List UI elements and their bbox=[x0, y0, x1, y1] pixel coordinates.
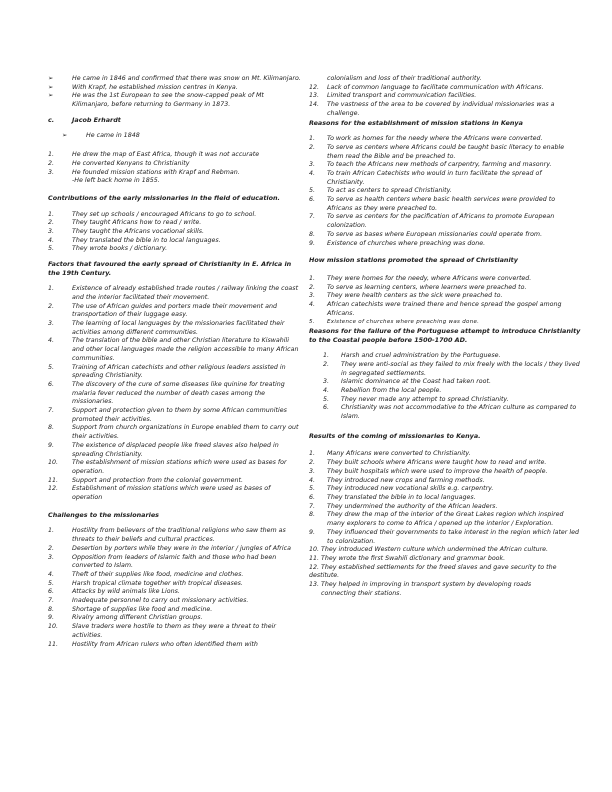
list-item-text: Slave traders were hostile to them as they were a threat to their activities. bbox=[72, 623, 276, 639]
list-item bbox=[309, 101, 581, 118]
list-marker: 2. bbox=[323, 360, 330, 368]
list-item-text: Christianity was not accommodative to the African culture as compared to Islam. bbox=[341, 404, 577, 421]
list-item-text: They undermined the authority of the African leaders. bbox=[327, 502, 498, 510]
list-item-text: They translated the bible in to local languages. bbox=[72, 236, 221, 244]
list-item-text: He founded mission stations with Krapf and Rebman. bbox=[72, 168, 240, 176]
list-item-text: They introduced new crops and farming methods. bbox=[327, 476, 485, 484]
list-marker: 2. bbox=[48, 544, 55, 552]
list-item-text: -He left back home in 1855. bbox=[72, 177, 160, 185]
list-item-text: 11. They wrote the first Swahili dictionary and grammar book. bbox=[309, 554, 506, 562]
list-item-text: They drew the map of the interior of the Great Lakes region which inspired many explorers to come to Africa / opened up the interior / Exploration. bbox=[327, 511, 564, 528]
list-item bbox=[309, 494, 581, 503]
list-item bbox=[48, 228, 302, 237]
list-marker: 1. bbox=[309, 450, 316, 458]
list bbox=[48, 132, 302, 141]
list-item-text: Opposition from leaders of Islamic faith and those who had been converted to Islam. bbox=[72, 553, 277, 570]
list-item bbox=[48, 424, 302, 441]
list-marker: 9. bbox=[48, 614, 55, 622]
list-item-text: The learning of local languages by the missionaries facilitated their activities among different communities. bbox=[72, 320, 285, 336]
list-marker: 1. bbox=[309, 135, 316, 143]
list-marker: ➢ bbox=[48, 75, 54, 82]
list-marker: 2. bbox=[309, 459, 316, 467]
list-item-text: To serve as health centers where basic health services were provided to Africans as they were preached to. bbox=[327, 196, 556, 212]
list-item bbox=[323, 361, 581, 378]
right-column bbox=[309, 75, 581, 598]
list-marker: 5. bbox=[48, 579, 55, 587]
list-item-text: Support from church organizations in Europe enabled them to carry out their activities. bbox=[72, 424, 299, 441]
list-item bbox=[48, 641, 302, 650]
list-item bbox=[309, 529, 581, 546]
list-marker: 5. bbox=[48, 363, 55, 371]
list-item-text: Islamic dominance at the Coast had taken root. bbox=[341, 378, 491, 386]
list-marker: 9. bbox=[309, 239, 316, 247]
list-item bbox=[309, 468, 581, 477]
list-item bbox=[309, 144, 581, 161]
left-column bbox=[48, 75, 302, 649]
list-item bbox=[309, 135, 581, 144]
section-heading: Reasons for the failure of the Portuguese attempt to introduce Christianity to the Coastal people before 1500-1700 AD. bbox=[309, 327, 581, 344]
section-heading bbox=[48, 116, 302, 125]
section-heading: Results of the coming of missionaries to Kenya. bbox=[309, 431, 481, 440]
list-marker: 4. bbox=[309, 169, 316, 177]
list-item bbox=[323, 387, 581, 396]
list-item bbox=[48, 588, 302, 597]
list-marker: 4. bbox=[309, 476, 316, 484]
list-item bbox=[309, 213, 581, 230]
list-marker: 3. bbox=[48, 168, 55, 176]
list-item-text: To teach the Africans new methods of carpentry, farming and masonry. bbox=[327, 161, 552, 169]
list-item-text: Desertion by porters while they were in the interior / jungles of Africa bbox=[72, 544, 291, 552]
list-marker: 3. bbox=[309, 161, 316, 169]
list-item-text: The existence of displaced people like freed slaves also helped in spreading Christianity. bbox=[72, 441, 279, 458]
list-item-text: He came in 1846 and confirmed that there was snow on Mt. Kilimanjaro. bbox=[72, 75, 301, 82]
list-item bbox=[48, 442, 302, 459]
list-item-text: They taught the Africans vocational skills. bbox=[72, 227, 205, 235]
list-marker bbox=[309, 75, 327, 84]
heading-marker: c. bbox=[48, 115, 55, 124]
list-item-text: They were health centers as the sick were preached to. bbox=[327, 292, 503, 300]
list-item-text: Many Africans were converted to Christianity. bbox=[327, 450, 471, 458]
list-marker: 2. bbox=[309, 283, 316, 291]
list bbox=[309, 75, 581, 119]
list-item bbox=[309, 187, 581, 196]
list-item-text: They set up schools / encouraged Africans to go to school. bbox=[72, 210, 257, 218]
list bbox=[309, 135, 581, 248]
list-item bbox=[48, 407, 302, 424]
list-item-text: Existence of churches where preaching was done. bbox=[327, 319, 480, 326]
list-marker: 3. bbox=[323, 378, 330, 386]
list-marker: 7. bbox=[309, 213, 316, 221]
list-marker: 1. bbox=[48, 285, 55, 293]
list-item-text: They were homes for the needy, where Africans were converted. bbox=[327, 274, 532, 282]
list-marker: 9. bbox=[48, 441, 55, 449]
list-item bbox=[309, 292, 581, 301]
list-item-text: Inadequate personnel to carry out missionary activities. bbox=[72, 597, 249, 605]
list-item-text: They built schools where Africans were taught how to read and write. bbox=[327, 459, 547, 467]
list-item bbox=[309, 450, 581, 459]
list-marker: 4. bbox=[323, 387, 330, 395]
list-item bbox=[48, 219, 302, 228]
list-item-text: Hostility from believers of the traditional religions who saw them as threats to their beliefs and cultural practices. bbox=[72, 527, 286, 544]
list-item-text: Rivalry among different Christian groups. bbox=[72, 614, 203, 622]
list-marker: 2. bbox=[48, 159, 55, 167]
section-heading: Factors that favoured the early spread of Christianity in E. Africa in the 19th Century. bbox=[48, 260, 292, 277]
list-marker: ➢ bbox=[62, 132, 68, 140]
list-item bbox=[323, 378, 581, 387]
list-marker: 11. bbox=[48, 640, 59, 648]
list-marker: 5. bbox=[309, 485, 316, 493]
list-item-text: Lack of common language to facilitate communication with Africans. bbox=[327, 83, 544, 91]
list bbox=[48, 75, 302, 110]
list-item bbox=[48, 381, 302, 407]
list-marker: 1. bbox=[48, 527, 55, 535]
list-marker: 4. bbox=[48, 337, 55, 345]
list-marker: 4. bbox=[48, 570, 55, 578]
list-marker: 5. bbox=[309, 319, 315, 326]
list-item-text: Existence of already established trade routes / railway linking the coast and the interior facilitated their movement. bbox=[72, 285, 299, 301]
list-item-text: 10. They introduced Western culture which undermined the African culture. bbox=[309, 546, 549, 554]
list-item-text: To train African Catechists who would in turn facilitate the spread of Christianity. bbox=[327, 169, 542, 186]
list-item bbox=[309, 231, 581, 240]
list-marker: 3. bbox=[48, 553, 55, 561]
list-item bbox=[309, 275, 581, 284]
list-marker: 3. bbox=[48, 320, 55, 328]
list-marker: 1. bbox=[323, 352, 330, 360]
list-item bbox=[309, 318, 581, 327]
list-item bbox=[48, 554, 302, 571]
list-marker: 6. bbox=[48, 380, 55, 388]
list-item-text: The use of African guides and porters made their movement and transportation of their luggage easy. bbox=[72, 302, 277, 319]
list-item bbox=[48, 303, 302, 320]
list-item bbox=[48, 597, 302, 606]
list-item-text: colonialism and loss of their traditional authority. bbox=[327, 75, 482, 82]
list-item bbox=[309, 161, 581, 170]
list-item bbox=[48, 623, 302, 640]
list-item-text: To serve as learning centers, where learners were preached to. bbox=[327, 283, 527, 291]
list-marker: 7. bbox=[48, 597, 55, 605]
list-marker bbox=[48, 177, 72, 186]
list-item bbox=[323, 352, 581, 361]
list-marker: 6. bbox=[309, 493, 316, 501]
list-item bbox=[48, 92, 302, 109]
list-item bbox=[309, 170, 581, 187]
list-item bbox=[48, 527, 302, 544]
list-marker: 10. bbox=[48, 623, 59, 631]
list-marker: 11. bbox=[48, 476, 59, 484]
list-item bbox=[309, 196, 581, 213]
list-marker: 5. bbox=[48, 245, 55, 253]
list-item bbox=[48, 571, 302, 580]
list-marker: 9. bbox=[309, 528, 316, 536]
list-marker: 6. bbox=[48, 588, 55, 596]
list-item-text: Harsh tropical climate together with tropical diseases. bbox=[72, 579, 243, 587]
list-marker: 2. bbox=[309, 143, 316, 151]
list-item-text: To act as centers to spread Christianity. bbox=[327, 187, 452, 195]
list-item-text: They influenced their governments to take interest in the region which later led to colonization. bbox=[327, 528, 580, 545]
list bbox=[48, 211, 302, 255]
list-item bbox=[309, 301, 581, 318]
list-item-text: They built hospitals which were used to improve the health of people. bbox=[327, 467, 548, 475]
list-item-text: To work as homes for the needy where the Africans were converted. bbox=[327, 135, 543, 143]
list bbox=[48, 285, 302, 503]
section-heading: Contributions of the early missionaries in the field of education. bbox=[48, 193, 280, 202]
list-item bbox=[48, 245, 302, 254]
list-item-text: connecting their stations. bbox=[321, 589, 402, 597]
list-item-text: They translated the bible in to local languages. bbox=[327, 493, 476, 501]
list-item-text: Theft of their supplies like food, medicine and clothes. bbox=[72, 570, 244, 578]
list-item-text: Limited transport and communication facilities. bbox=[327, 92, 477, 100]
list-item-text: They taught Africans how to read / write. bbox=[72, 219, 202, 227]
list-item bbox=[48, 614, 302, 623]
list-item bbox=[48, 285, 302, 302]
list-item-text: The discovery of the cure of some diseases like quinine for treating malaria fever reduced the number of death cases among the missionaries. bbox=[72, 380, 285, 406]
list-item-text: Shortage of supplies like food and medicine. bbox=[72, 605, 213, 613]
list-marker: 5. bbox=[309, 187, 316, 195]
list-item-text: The translation of the bible and other Christian literature to Kiswahili and other local languages made the religion accessible to many African communities. bbox=[72, 337, 299, 362]
list-item-text: 12. They established settlements for the freed slaves and gave security to the destitute. bbox=[309, 563, 557, 580]
list-item bbox=[48, 75, 302, 84]
list-item bbox=[309, 477, 581, 486]
list-marker: ➢ bbox=[48, 92, 54, 100]
list-item-text: Hostility from African rulers who often identified them with bbox=[72, 640, 258, 648]
list-item-text: Existence of churches where preaching was done. bbox=[327, 239, 486, 247]
list-item bbox=[309, 485, 581, 494]
section-heading: How mission stations promoted the spread of Christianity bbox=[309, 256, 518, 265]
list-marker: 12. bbox=[309, 83, 320, 91]
list-item bbox=[48, 580, 302, 589]
list-item-text: To serve as centers for the pacification of Africans to promote European colonization. bbox=[327, 213, 555, 230]
list-item-text: They introduced new vocational skills e.g. carpentry. bbox=[327, 485, 494, 493]
list bbox=[309, 352, 581, 422]
list-item-text: To serve as bases where European missionaries could operate from. bbox=[327, 230, 543, 238]
list-item bbox=[48, 177, 302, 186]
list-item-text: The establishment of mission stations which were used as bases for operation. bbox=[72, 459, 287, 475]
list-marker: 6. bbox=[323, 404, 330, 412]
list-item-text: The vastness of the area to be covered by individual missionaries was a challenge. bbox=[327, 101, 555, 117]
list-marker: 7. bbox=[309, 502, 316, 510]
list-item bbox=[309, 284, 581, 293]
section-heading: Challenges to the missionaries bbox=[48, 510, 159, 519]
list bbox=[309, 450, 581, 546]
list-item-text: They wrote books / dictionary. bbox=[72, 245, 168, 253]
section-heading: Reasons for the establishment of mission stations in Kenya bbox=[309, 118, 523, 127]
list-item-text: He converted Kenyans to Christianity bbox=[72, 159, 190, 167]
list-item-text: To serve as centers where Africans could be taught basic literacy to enable them read the Bible and be preached to. bbox=[327, 143, 565, 160]
list-marker: 8. bbox=[48, 605, 55, 613]
list-item bbox=[309, 92, 581, 101]
list-item bbox=[323, 404, 581, 421]
list-marker: 6. bbox=[309, 196, 316, 204]
heading-text: Jacob Erhardt bbox=[72, 115, 121, 124]
list bbox=[309, 275, 581, 327]
list-item-text: 13. They helped in improving in transport system by developing roads bbox=[309, 581, 532, 589]
list-item-text: He came in 1848 bbox=[86, 132, 140, 140]
list-item bbox=[48, 160, 302, 169]
list-item bbox=[62, 132, 302, 141]
list-item-text: He drew the map of East Africa, though it was not accurate bbox=[72, 151, 260, 159]
list-item-text: Attacks by wild animals like Lions. bbox=[72, 588, 180, 596]
list-item bbox=[48, 485, 302, 502]
list-item bbox=[48, 545, 302, 554]
list-marker: ➢ bbox=[48, 83, 54, 91]
list-marker: 8. bbox=[309, 511, 316, 519]
list-marker: 2. bbox=[48, 302, 55, 310]
list-marker: 12. bbox=[48, 485, 59, 493]
list-marker: 1. bbox=[309, 274, 316, 282]
list-item-text: Establishment of mission stations which were used as bases of operation bbox=[72, 485, 271, 502]
list-item-text: Rebellion from the local people. bbox=[341, 387, 442, 395]
list-item bbox=[48, 459, 302, 476]
list-item bbox=[48, 320, 302, 337]
list-marker: 4. bbox=[309, 300, 316, 308]
list-item bbox=[309, 459, 581, 468]
list-marker: 14. bbox=[309, 101, 320, 109]
list-item-text: Training of African catechists and other religious leaders assisted in spreading Christianity. bbox=[72, 363, 286, 380]
list-item-text: He was the 1st European to see the snow-capped peak of Mt Kilimanjaro, before returning to Germany in 1873. bbox=[72, 92, 264, 109]
list-marker: 10. bbox=[48, 459, 59, 467]
list-item bbox=[48, 211, 302, 220]
list-item bbox=[309, 75, 581, 84]
list-item bbox=[48, 337, 302, 363]
list-marker: 13. bbox=[309, 92, 320, 100]
list-marker: 3. bbox=[309, 467, 316, 475]
list-item bbox=[309, 240, 581, 249]
list-marker: 8. bbox=[309, 230, 316, 238]
list-item-text: Harsh and cruel administration by the Portuguese. bbox=[341, 352, 501, 360]
list-item-text: They never made any attempt to spread Christianity. bbox=[341, 395, 509, 403]
list bbox=[48, 527, 302, 649]
list-marker: 5. bbox=[323, 395, 330, 403]
list-marker: 1. bbox=[48, 210, 55, 218]
list-marker: 1. bbox=[48, 151, 55, 159]
list-marker: 2. bbox=[48, 219, 55, 227]
list-marker: 3. bbox=[309, 292, 316, 300]
list-item-text: Support and protection from the colonial government. bbox=[72, 476, 243, 484]
list-item bbox=[48, 151, 302, 160]
list-marker: 7. bbox=[48, 407, 55, 415]
list-item bbox=[48, 169, 302, 178]
list-item-text: Support and protection given to them by some African communities promoted their activities. bbox=[72, 407, 287, 423]
list-marker: 8. bbox=[48, 424, 55, 432]
list-item-text: African catechists were trained there and hence spread the gospel among Africans. bbox=[327, 300, 562, 317]
list-item-text: With Krapf, he established mission centres in Kenya. bbox=[72, 83, 238, 91]
list bbox=[48, 151, 302, 186]
list-item bbox=[309, 511, 581, 528]
list-marker: 3. bbox=[48, 227, 55, 235]
list-item-text: They were anti-social as they failed to mix freely with the locals / they lived in segregated settlements. bbox=[341, 360, 580, 377]
list-marker: 4. bbox=[48, 236, 55, 244]
list-item bbox=[48, 364, 302, 381]
